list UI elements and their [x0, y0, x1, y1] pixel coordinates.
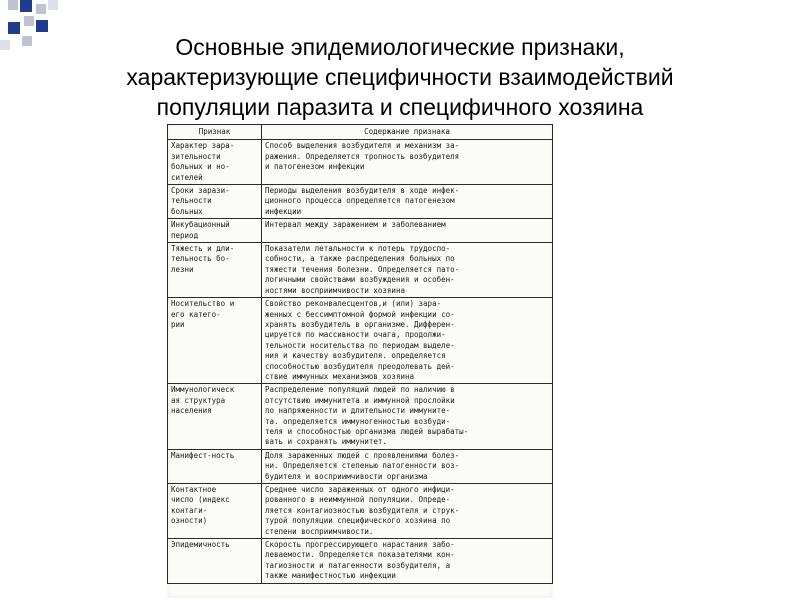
sign-cell — [168, 298, 262, 384]
content-line: инфекции — [265, 206, 302, 216]
sign-cell — [168, 185, 262, 219]
content-line: ционного процесса определяется патогенезом — [265, 196, 455, 206]
sign-line: Иммунологическ — [171, 385, 235, 395]
sign-cell — [168, 243, 262, 298]
slide-title — [40, 32, 760, 122]
content-line: Распределение популяций людей по наличию в — [265, 385, 455, 395]
content-line: ляется контагиозностью возбудителя и струк- — [265, 505, 460, 515]
content-line: та. определяется иммуногенностью возбуди- — [265, 416, 451, 426]
sign-line: Контактное — [171, 485, 217, 494]
corner-square — [48, 0, 58, 10]
content-line: рованного в неиммунной популяции. Опреде- — [265, 495, 451, 505]
content-line: степени восприимчивости. — [265, 526, 374, 536]
content-line: также манифестностью инфекции — [265, 571, 396, 581]
sign-line: Эпидемичность — [171, 540, 230, 550]
sign-cell — [168, 539, 262, 584]
sign-line: рии — [171, 319, 185, 329]
table-row — [168, 298, 553, 384]
sign-line: зительности — [171, 151, 221, 161]
title-line: популяции паразита и специфичного хозяина — [156, 94, 644, 120]
content-line: логичными свойствами возбуждения и особен- — [265, 275, 455, 285]
title-line: характеризующие специфичности взаимодействий — [126, 64, 674, 90]
sign-line: тельности — [171, 196, 212, 206]
table-header-row — [168, 125, 553, 140]
sign-line: лезни — [171, 264, 194, 274]
table-row — [168, 449, 553, 483]
sign-cell — [168, 384, 262, 449]
sign-cell — [168, 140, 262, 185]
content-line: ностями восприимчивости хозяина — [265, 285, 405, 295]
content-cell — [262, 185, 553, 219]
content-cell — [262, 484, 553, 539]
content-line: ния и качеству возбудителя. определяется — [265, 351, 446, 361]
table-row — [168, 384, 553, 449]
sign-line: Сроки зарази- — [171, 186, 230, 196]
content-line: цируется по массивности очага, продолжи- — [265, 330, 446, 340]
content-cell — [262, 140, 553, 185]
content-line: женных с бессимптомной формой инфекции со- — [265, 309, 455, 319]
corner-square — [36, 20, 48, 32]
table-row — [168, 539, 553, 584]
content-cell — [262, 384, 553, 449]
content-line: ражения. Определяется тропность возбудителя — [265, 151, 460, 161]
sign-line: больных и но- — [171, 162, 230, 172]
sign-line: ая структура — [171, 395, 226, 405]
content-line: Скорость прогрессирующего нарастания забо- — [265, 540, 455, 550]
sign-line: Носительство и — [171, 299, 235, 309]
content-cell — [262, 298, 553, 384]
content-line: ни. Определяется степенью патогенности воз- — [265, 461, 460, 471]
content-cell — [262, 219, 553, 243]
sign-line: озности) — [171, 516, 208, 526]
column-header-content: Содержание признака — [262, 125, 553, 140]
content-cell — [262, 449, 553, 483]
corner-square — [8, 22, 20, 34]
title-line: Основные эпидемиологические признаки, — [175, 34, 625, 60]
content-line: тельности носительства по периодам выделе- — [265, 340, 455, 350]
content-line: тяжести течения болезни. Определяется пато- — [265, 264, 460, 274]
corner-square — [22, 36, 32, 46]
scanned-table-image — [167, 124, 553, 598]
sign-line: Характер зара- — [171, 141, 235, 151]
corner-square — [0, 40, 10, 50]
content-line: Среднее число зараженных от одного инфици- — [265, 485, 455, 494]
table-row — [168, 484, 553, 539]
column-header-sign: Признак — [168, 125, 262, 140]
sign-line: Тяжесть и дли- — [171, 244, 235, 254]
content-line: будителя и восприимчивости организма — [265, 471, 428, 481]
content-line: собности, а также распределения больных по — [265, 254, 455, 264]
sign-line: населения — [171, 406, 212, 416]
epidemiological-signs-table — [167, 124, 553, 584]
content-line: Периоды выделения возбудителя в ходе инфек- — [265, 186, 460, 196]
content-line: Свойство реконвалесцентов,и (или) зара- — [265, 299, 442, 309]
content-line: отсутствию иммунитета и иммунной прослойки — [265, 395, 455, 405]
content-line: по напряженности и длительности иммуните- — [265, 406, 451, 416]
corner-square — [24, 16, 34, 26]
content-line: теля и способностью организма людей вырабаты- — [265, 426, 469, 436]
sign-line: сителей — [171, 172, 203, 182]
table-row — [168, 140, 553, 185]
sign-line: больных — [171, 206, 203, 216]
sign-cell — [168, 449, 262, 483]
content-line: способностью возбудителя преодолевать дей- — [265, 361, 455, 371]
content-cell — [262, 243, 553, 298]
content-line: Доля зараженных людей с проявлениями болез- — [265, 450, 460, 460]
content-line: Способ выделения возбудителя и механизм за- — [265, 141, 460, 151]
sign-cell — [168, 219, 262, 243]
content-line: Интервал между заражением и заболеванием — [265, 220, 446, 230]
content-line: тагиозности и патагенности возбудителя, а — [265, 560, 451, 570]
content-line: турой популяции специфического хозяина по — [265, 516, 451, 526]
table-row — [168, 243, 553, 298]
table-row — [168, 185, 553, 219]
content-line: и патогенезом инфекции — [265, 162, 365, 172]
corner-square — [20, 0, 32, 12]
content-line: Показатели летальности к потерь трудоспо- — [265, 244, 451, 254]
sign-line: число (индекс — [171, 495, 230, 505]
table-row — [168, 219, 553, 243]
sign-cell — [168, 484, 262, 539]
corner-square — [8, 0, 18, 10]
content-line: хранять возбудитель в организме. Дифферен- — [265, 319, 455, 329]
content-line: ствие иммунных механизмов хозяина — [265, 371, 415, 381]
sign-line: тельность бо- — [171, 254, 230, 264]
sign-line: контаги- — [171, 505, 208, 515]
sign-line: Манифест-ность — [171, 450, 235, 460]
content-cell — [262, 539, 553, 584]
content-line: леваемости. Определяется показателями кон- — [265, 550, 455, 560]
corner-square — [36, 4, 46, 14]
content-line: вать и сохранять иммунитет. — [265, 437, 387, 447]
sign-line: его катего- — [171, 309, 221, 319]
sign-line: период — [171, 230, 199, 240]
sign-line: Инкубационный — [171, 220, 230, 230]
